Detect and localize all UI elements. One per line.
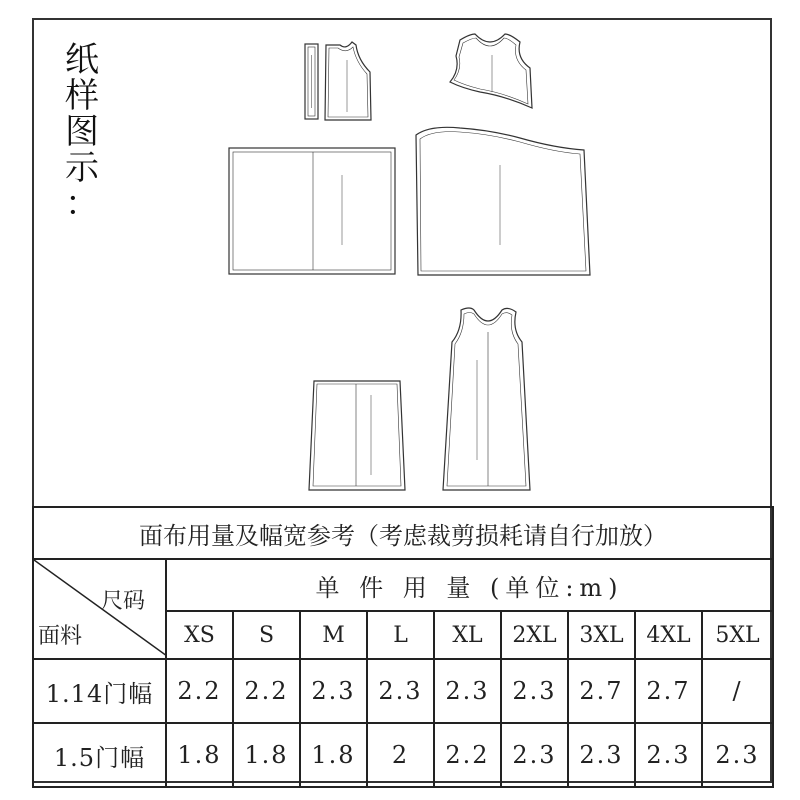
pattern-piece-long-dress — [443, 308, 530, 490]
pattern-piece-strip — [305, 44, 318, 119]
table-title: 面布用量及幅宽参考（考虑裁剪损耗请自行加放） — [33, 507, 773, 559]
usage-value: 2 — [367, 723, 434, 787]
usage-value: 1.8 — [166, 723, 233, 787]
size-header: XL — [434, 611, 501, 659]
usage-value: 2.3 — [501, 723, 568, 787]
usage-value: 2.3 — [568, 723, 635, 787]
table-row — [33, 659, 773, 723]
size-header: 4XL — [635, 611, 702, 659]
fabric-usage-table — [32, 506, 774, 788]
usage-value: 1.8 — [233, 723, 300, 787]
label-char: 样 — [65, 76, 99, 116]
size-header-label: 尺码 — [100, 589, 145, 614]
label-char: ： — [65, 184, 99, 224]
size-header: 2XL — [501, 611, 568, 659]
pattern-piece-small-skirt — [309, 381, 405, 490]
pattern-piece-top-front — [450, 34, 532, 108]
usage-value: 2.2 — [166, 659, 233, 723]
size-header: S — [233, 611, 300, 659]
usage-value: 2.2 — [434, 723, 501, 787]
label-char: 示 — [65, 148, 99, 188]
size-header: M — [300, 611, 367, 659]
label-char: 图 — [65, 112, 99, 152]
size-header: 3XL — [568, 611, 635, 659]
usage-value: 2.3 — [367, 659, 434, 723]
fabric-header-label: 面料 — [38, 624, 83, 649]
size-header: L — [367, 611, 434, 659]
pattern-piece-small-bodice — [325, 42, 371, 120]
table-row — [33, 723, 773, 787]
usage-value: 2.3 — [702, 723, 773, 787]
usage-value: 2.3 — [300, 659, 367, 723]
usage-value: 2.3 — [434, 659, 501, 723]
usage-value: 2.7 — [568, 659, 635, 723]
usage-value: 2.2 — [233, 659, 300, 723]
label-char: 纸 — [65, 40, 99, 80]
pattern-piece-large-rectangle — [229, 148, 395, 274]
unit-header: 单 件 用 量 (单位:m) — [166, 559, 773, 611]
size-header: 5XL — [702, 611, 773, 659]
pattern-piece-wavy-panel — [416, 127, 590, 275]
usage-value: / — [702, 659, 773, 723]
row-label: 1.14门幅 — [33, 659, 166, 723]
row-label: 1.5门幅 — [33, 723, 166, 787]
corner-header — [33, 559, 166, 659]
usage-value: 2.3 — [501, 659, 568, 723]
usage-value: 2.7 — [635, 659, 702, 723]
usage-value: 2.3 — [635, 723, 702, 787]
size-header: XS — [166, 611, 233, 659]
usage-value: 1.8 — [300, 723, 367, 787]
